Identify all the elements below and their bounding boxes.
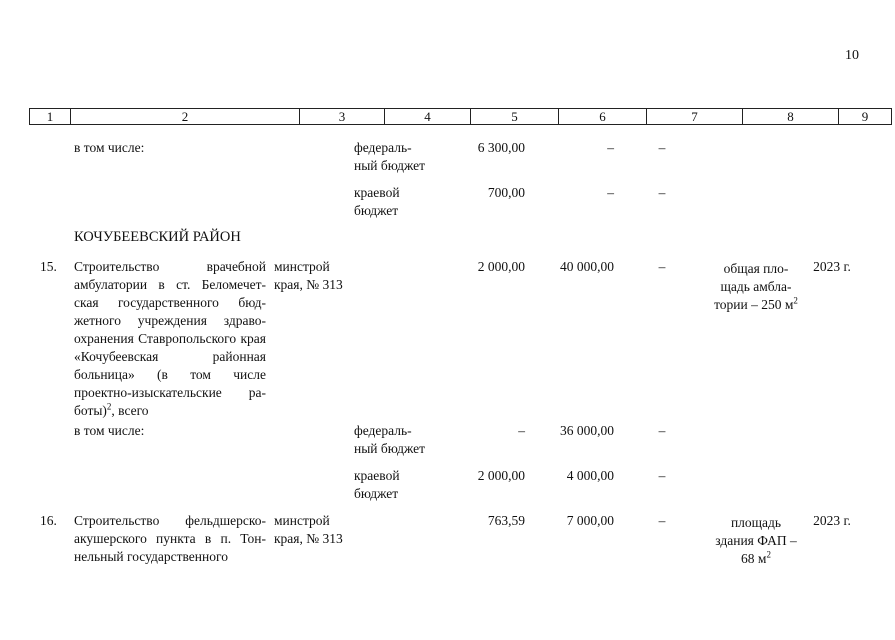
header-col-4: 4 — [385, 109, 471, 124]
row-value-col5: 6 300,00 — [477, 140, 525, 155]
row-value-col5: – — [518, 423, 525, 438]
row-value-col7: – — [658, 140, 666, 155]
row-funding-source: федераль- ный бюджет — [354, 140, 426, 173]
row-result: общая пло- щадь амбла- тории – 250 $м^2$ — [714, 261, 798, 312]
row-executor: минстрой края, № 313 — [274, 259, 343, 292]
header-col-8: 8 — [743, 109, 839, 124]
header-col-7: 7 — [647, 109, 743, 124]
row-description: в том числе: — [74, 423, 145, 438]
header-col-9: 9 — [861, 109, 869, 124]
row-executor: минстрой края, № 313 — [274, 513, 343, 546]
row-value-col5: 2 000,00 — [477, 468, 525, 483]
row-value-col6: – — [607, 140, 614, 155]
row-description: Строительство врачебной амбулатории в ст. Беломечет-ская государственного бюд-жетного учреждения здраво-охранения Ставропольского края «Кочубеевская районная больница» (в том числе проектно-изыскательские ра-боты)$^2$, всего — [74, 259, 266, 418]
table-header-row — [29, 108, 892, 125]
row-funding-source: краевой бюджет — [354, 185, 400, 218]
header-col-2: 2 — [71, 109, 300, 124]
row-value-col7: – — [658, 513, 666, 528]
row-value-col7: – — [658, 259, 666, 274]
row-funding-source: федераль- ный бюджет — [354, 423, 426, 456]
header-col-3: 3 — [300, 109, 385, 124]
row-value-col7: – — [658, 423, 666, 438]
row-number: 15. — [40, 259, 57, 274]
row-value-col6: – — [607, 185, 614, 200]
row-year: 2023 г. — [813, 513, 851, 528]
row-value-col6: 40 000,00 — [560, 259, 614, 274]
row-description: Строительство фельдшерско-акушерского пункта в п. Тон-нельный государственного — [74, 513, 266, 564]
header-col-5: 5 — [471, 109, 559, 124]
row-value-col7: – — [658, 468, 666, 483]
row-value-col5: 2 000,00 — [477, 259, 525, 274]
row-value-col6: 7 000,00 — [566, 513, 614, 528]
row-funding-source: краевой бюджет — [354, 468, 400, 501]
row-value-col5: 700,00 — [487, 185, 525, 200]
row-value-col5: 763,59 — [487, 513, 525, 528]
header-col-6: 6 — [559, 109, 647, 124]
row-value-col6: 4 000,00 — [566, 468, 614, 483]
row-number: 16. — [40, 513, 57, 528]
page-number: 10 — [845, 48, 859, 63]
header-col-1: 1 — [30, 109, 71, 124]
district-title: КОЧУБЕЕВСКИЙ РАЙОН — [74, 229, 241, 245]
row-description: в том числе: — [74, 140, 145, 155]
row-value-col6: 36 000,00 — [560, 423, 614, 438]
row-result: площадь здания ФАП – 68 $м^2$ — [715, 515, 797, 566]
row-value-col7: – — [658, 185, 666, 200]
row-year: 2023 г. — [813, 259, 851, 274]
